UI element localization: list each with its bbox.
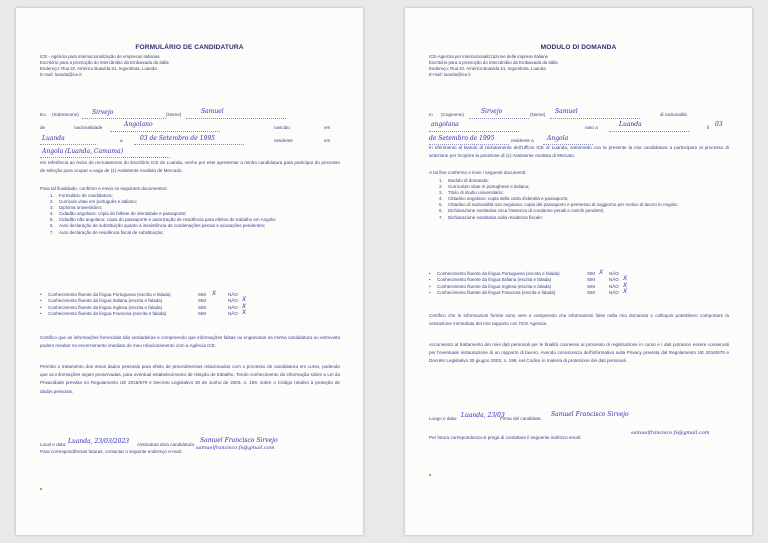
label-em: em (324, 138, 331, 143)
docs-intro: Para tal finalidade, confirmo e envio os seguintes documentos: (40, 186, 168, 191)
handwritten-residenza: Angola (547, 135, 569, 142)
dotted-line (186, 118, 286, 119)
handwritten-data-nascimento: 03 de Setembro de 1995 (140, 135, 215, 142)
list-item: 6. Dichiarazione sostitutiva circa l'assenza di condanne penali e carichi pendenti; (439, 208, 604, 214)
list-item: 7. Auto declaração de residência fiscal de substituição; (50, 229, 164, 235)
certification-paragraph: Certifico que as informações fornecidas são verdadeiras e compreendo que informações falsas ou enganosas na minha candidatura ou entrevista podem resultar no encerramento imediato do meu relacionamento com a Agência ICE. (40, 335, 340, 349)
list-item: 5. Cittadino di nazionalità non angolana: copia del passaporto e permesso di soggiorno per motivo di lavoro in Angola; (439, 202, 678, 208)
list-item: 3. Titolo di studio universitario; (439, 190, 504, 196)
handwritten-luogo: Luanda (619, 121, 642, 128)
handwritten-sobrenome: Sirvejo (92, 109, 114, 116)
page-title: MODULO DI DOMANDA (540, 44, 617, 51)
list-item: 1. Modulo di domanda; (439, 178, 489, 183)
local-date-label: Local e data: (40, 442, 67, 447)
intro-paragraph: In riferimento al Bando di reclutamento dell'Ufficio ICE di Luanda, sottometto con la presente la mia candidatura a partecipare al processo di selezione per ricoprire la posizione di (1) Assistente Analista di Mercato. (429, 145, 729, 159)
header-line: E-mail: luanda@ice.it (40, 72, 82, 77)
list-item: 4. Cittadino angolano: copia della carta d'identità e passaporto; (439, 196, 569, 202)
margin-dot (40, 488, 42, 490)
label-il: il (707, 125, 710, 130)
signature-label: Assinatura do/a candidato/a: (137, 442, 196, 447)
label-eu: Eu (40, 112, 46, 117)
handwritten-nacionalidade: Angolano (124, 121, 153, 128)
language-row: • Conhecimento fluente da língua Portuguesa (escrita e falada) SIM X NÃO (40, 291, 238, 297)
language-table (429, 271, 631, 297)
dotted-line (40, 157, 170, 158)
handwritten-local-date: Luanda, 23/03/2023 (68, 438, 130, 445)
dotted-line (40, 144, 96, 145)
list-item: 7. Dichiarazione sostitutiva sulla residenza fiscale; (439, 214, 544, 220)
handwritten-signature: Samuel Francisco Sirvejo (551, 411, 629, 418)
handwritten-email: samuelfrancisco.fs@gmail.com (196, 445, 275, 451)
label-nome: (Nome) (530, 112, 546, 117)
handwritten-nazionalita: angolana (431, 121, 459, 128)
language-row: • Conhecimento fluente da língua Portuguesa (escrita e falada) SIM X NÃO (429, 270, 619, 276)
label-nascido: nascido (274, 125, 290, 130)
documents-list (439, 178, 729, 221)
handwritten-data: de Setembro de 1995 (429, 135, 495, 142)
language-row: • Conhecimento fluente da língua Inglesa (escrita e falada) SIM NÃO X (429, 282, 628, 289)
handwritten-local-nascimento: Luanda (42, 135, 65, 142)
correspondence-label: Per futura corrispondenza si prega di contattare il seguente indirizzo email: (429, 435, 582, 440)
dotted-line (134, 144, 244, 145)
handwritten-nome: Samuel (555, 108, 578, 115)
correspondence-label: Para correspondências futuras, contactar o seguinte endereço e-mail: (40, 449, 182, 454)
label-em: em (324, 125, 331, 130)
page-title: FORMULÁRIO DE CANDIDATURA (135, 44, 244, 51)
privacy-paragraph: Permito o tratamento dos meus dados pessoais para efeito de procedimentos relacionados com o processo de candidatura em curso, podendo que as informações sejam preservadas, para eventual estabelecimento de relação de trabalho. Tendo conhecimento da informação sobre a Lei da Privacidade prevista no Regulamento UE 2016/679 e Decreto Legislativo 30 de Junho de 2003, n. 196, sobre o Código relativo à proteção de dados pessoais. (40, 364, 340, 394)
label-sobrenome: (Sobrenome) (52, 112, 79, 117)
privacy-paragraph: Acconsento al trattamento dei miei dati personali per le finalità connesse al processo di registrazione in corso e i dati potranno essere conservati per l'eventuale instaurazione di un rapporto di lavoro. Avendo conoscenza dell'informativa sulla Privacy prevista dal Regolamento UE 2016/679 e Decreto Legislativo 30 giugno 2003, n. 196, nel Codice in materia di protezione dei dati personali. (429, 342, 729, 364)
handwritten-local-date: Luanda, 23/03 (461, 412, 505, 419)
header-line: E-mail: luanda@ice.it (429, 72, 471, 77)
label-de: de (40, 125, 46, 130)
header-line: Endereço: Rua Dr. Américo Boavida 51, Ingombota, Luanda (40, 66, 157, 71)
handwritten-signature: Samuel Francisco Sirvejo (200, 437, 278, 444)
label-nato: nato a (585, 125, 598, 130)
docs-intro: A tal fine confermo e invio i seguenti documenti: (429, 170, 527, 175)
list-item: 4. Cidadão angolano: cópia do bilhete de identidade e passaporte; (50, 211, 187, 217)
certification-paragraph: Certifico che le informazioni fornite sono vere e comprendo che informazioni false nella mia domanda o colloquio potrebbero comportare la cessazione immediata del mio rapporto con l'ICE Agenzia. (429, 313, 729, 327)
list-item: 2. Curriculum vitae in portoghese e italiano; (439, 184, 530, 190)
intro-paragraph: em referência ao Aviso de recrutamento do Escritório ICE de Luanda, venho por este apresentar a minha candidatura para participar do processo de seleção para ocupar a vaga de (1) Assistente Analista de Mercado. (40, 160, 340, 174)
handwritten-residencia: Angola (Luanda, Camama) (42, 148, 123, 155)
header-block (429, 54, 558, 78)
dotted-line (110, 131, 220, 132)
check-x-icon: X (623, 289, 628, 296)
label-nome: (Nome) (166, 112, 182, 117)
local-date-label: Luogo e data: (429, 416, 458, 421)
label-io: Io (429, 112, 433, 117)
header-block (40, 54, 169, 78)
label-cognome: (Cognome) (441, 112, 464, 117)
label-residente: residente (274, 138, 293, 143)
label-nazionalita: di nazionalità (660, 112, 687, 117)
handwritten-email: samuelfrancisco.fs@gmail.com (631, 430, 710, 436)
form-page-portuguese (16, 8, 363, 535)
language-row: • Conhecimento fluente da língua Italiana (escrita e falada) SIM NÃO X (40, 297, 247, 304)
dotted-line (82, 118, 166, 119)
list-item: 1. Formulário de candidatura; (50, 193, 113, 198)
language-row: • Conhecimento fluente da língua Francesa (escrita e falada) SIM NÃO X (40, 310, 247, 317)
label-residente: residente a (511, 138, 534, 143)
documents-list (50, 193, 340, 236)
handwritten-cognome: Sirvejo (481, 108, 503, 115)
check-x-icon: X (212, 291, 217, 297)
margin-dot (429, 474, 431, 476)
header-line: Escritório para a promoção do intercâmbio da Embaixada da Itália (429, 60, 558, 65)
check-x-icon: X (623, 276, 628, 283)
handwritten-giorno: 03 (715, 121, 723, 128)
dotted-line (550, 118, 640, 119)
dotted-line (469, 118, 529, 119)
header-line: Endereço: Rua Dr. Américo Boavida 51, Ingombota, Luanda (429, 66, 546, 71)
language-row: • Conhecimento fluente da língua Inglesa (escrita e falada) SIM NÃO X (40, 303, 247, 310)
dotted-line (429, 131, 519, 132)
header-line: Escritório para a promoção do intercâmbio da Embaixada da Itália (40, 60, 169, 65)
check-x-icon: X (242, 310, 247, 317)
language-row: • Conhecimento fluente da língua Italiana (escrita e falada) SIM NÃO X (429, 276, 628, 283)
dotted-line (609, 131, 689, 132)
check-x-icon: X (599, 270, 604, 276)
list-item: 3. Diploma universitário; (50, 205, 103, 211)
list-item: 6. Auto declaração de substituição quanto à inexistência de condenações penais e acusações pendentes; (50, 223, 266, 229)
header-line: ICE - Agência para internacionalização de empresas italianas (40, 54, 160, 59)
label-a: a (120, 138, 123, 143)
handwritten-nome: Samuel (201, 108, 224, 115)
list-item: 5. Cidadão não angolano: cópia do passaporte e autorização de residência para efeitos de trabalho em Angola; (50, 217, 276, 223)
label-nacionalidade: nacionalidade (74, 125, 103, 130)
signature-label: Firma del candidato: (500, 416, 542, 421)
language-row: • Conhecimento fluente da língua Francesa (escrita e falada) SIM NÃO X (429, 289, 628, 296)
check-x-icon: X (242, 297, 247, 304)
list-item: 2. Curriculo vitae em português e italiano; (50, 199, 138, 205)
check-x-icon: X (242, 303, 247, 310)
header-line: ICE-Agenzia per internazionalizzazione delle imprese italiane (429, 54, 549, 59)
form-page-italian (405, 8, 752, 535)
language-table (40, 292, 250, 318)
check-x-icon: X (623, 282, 628, 289)
